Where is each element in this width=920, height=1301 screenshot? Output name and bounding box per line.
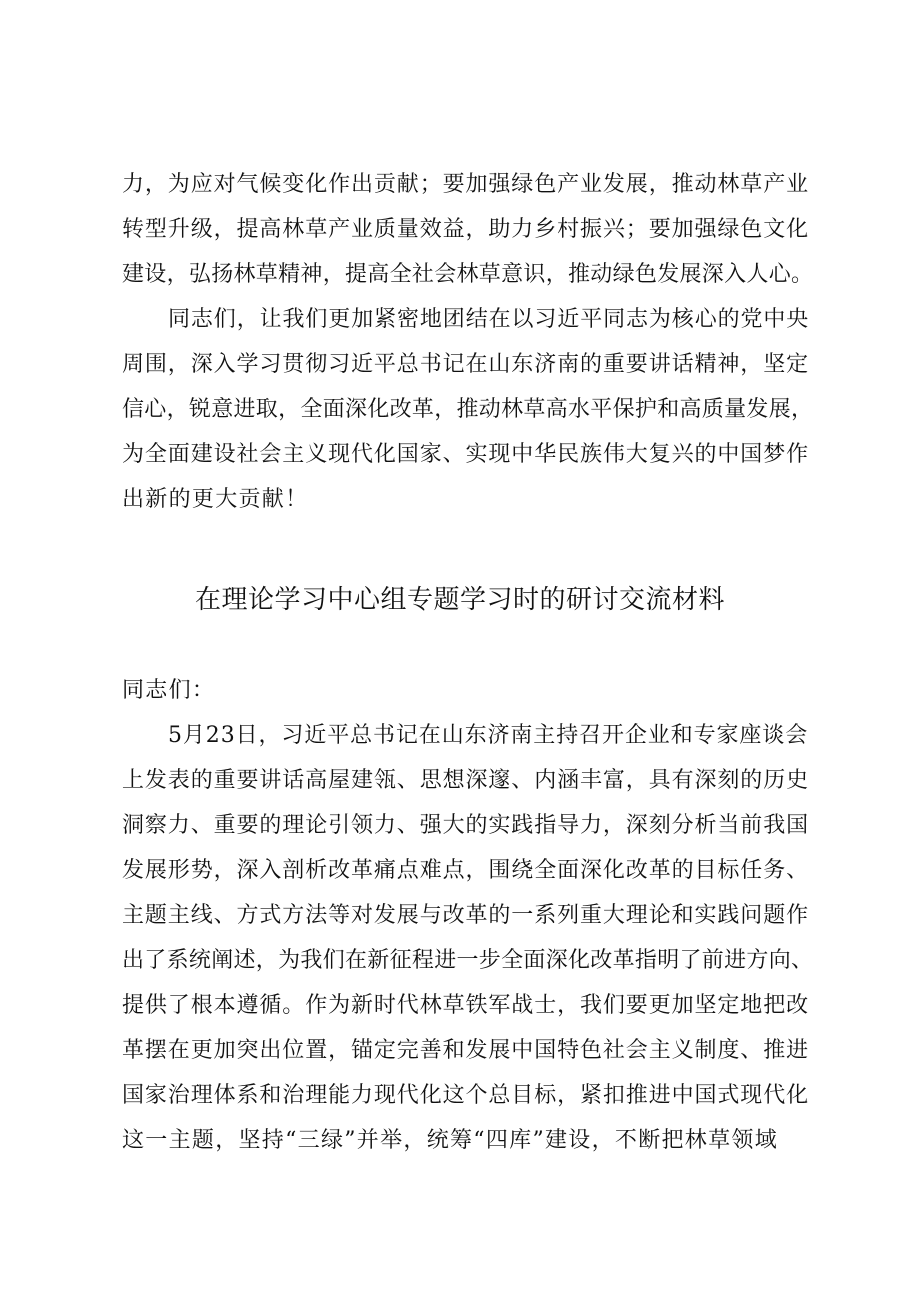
body-paragraph-line: 革摆在更加突出位置，锚定完善和发展中国特色社会主义制度、推进 bbox=[122, 1038, 810, 1063]
body-paragraph-line: 上发表的重要讲话高屋建瓴、思想深邃、内涵丰富，具有深刻的历史 bbox=[122, 768, 810, 793]
closing-paragraph-line: 周围，深入学习贯彻习近平总书记在山东济南的重要讲话精神，坚定 bbox=[122, 352, 810, 377]
closing-paragraph-line: 为全面建设社会主义现代化国家、实现中华民族伟大复兴的中国梦作 bbox=[122, 442, 810, 467]
closing-paragraph-line: 同志们，让我们更加紧密地团结在以习近平同志为核心的党中央 bbox=[168, 307, 810, 332]
body-paragraph-line: 这一主题，坚持“三绿”并举，统筹“四库”建设，不断把林草领域 bbox=[122, 1128, 778, 1153]
salutation: 同志们： bbox=[122, 678, 216, 703]
body-paragraph-line: 国家治理体系和治理能力现代化这个总目标，紧扣推进中国式现代化 bbox=[122, 1083, 810, 1108]
closing-paragraph-line: 信心，锐意进取，全面深化改革，推动林草高水平保护和高质量发展， bbox=[122, 397, 814, 422]
closing-paragraph-line: 出新的更大贡献！ bbox=[122, 487, 309, 512]
body-paragraph-line: 发展形势，深入剖析改革痛点难点，围绕全面深化改革的目标任务、 bbox=[122, 858, 810, 883]
prev-paragraph-line: 转型升级，提高林草产业质量效益，助力乡村振兴；要加强绿色文化 bbox=[122, 217, 810, 242]
body-paragraph-line: 提供了根本遵循。作为新时代林草铁军战士，我们要更加坚定地把改 bbox=[122, 993, 810, 1018]
body-paragraph-line: 5月23日，习近平总书记在山东济南主持召开企业和专家座谈会 bbox=[168, 723, 809, 748]
section-title: 在理论学习中心组专题学习时的研讨交流材料 bbox=[194, 585, 725, 615]
body-paragraph-line: 主题主线、方式方法等对发展与改革的一系列重大理论和实践问题作 bbox=[122, 903, 810, 928]
body-paragraph-line: 出了系统阐述，为我们在新征程进一步全面深化改革指明了前进方向、 bbox=[122, 948, 814, 973]
prev-paragraph-line: 建设，弘扬林草精神，提高全社会林草意识，推动绿色发展深入人心。 bbox=[122, 262, 814, 287]
body-paragraph-line: 洞察力、重要的理论引领力、强大的实践指导力，深刻分析当前我国 bbox=[122, 813, 810, 838]
prev-paragraph-line: 力，为应对气候变化作出贡献；要加强绿色产业发展，推动林草产业 bbox=[122, 172, 810, 197]
